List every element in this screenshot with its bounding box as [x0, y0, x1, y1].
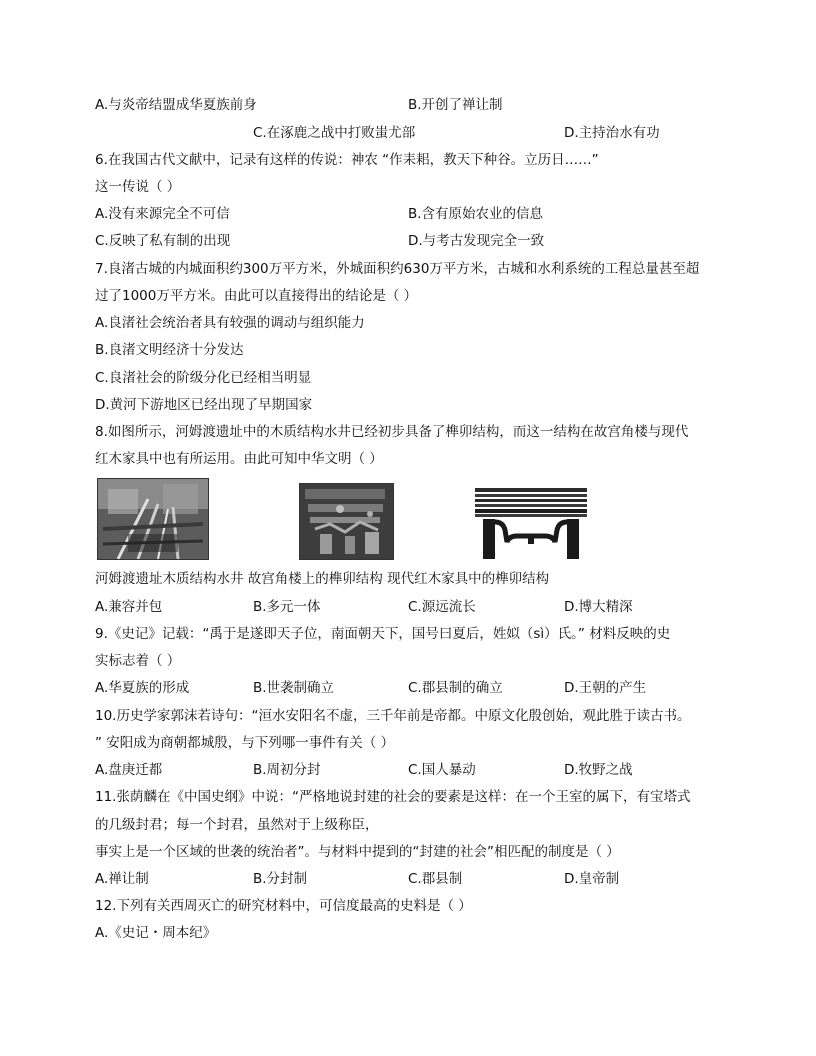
q6-option-d: D.与考古发现完全一致: [408, 233, 545, 249]
q11-stem-line3: 事实上是一个区域的世袭的统治者”。与材料中提到的“封建的社会”相匹配的制度是（ ）: [95, 844, 620, 860]
q10-stem-line2: ” 安阳成为商朝都城殷，与下列哪一事件有关（ ）: [95, 735, 395, 751]
q6-option-b: B.含有原始农业的信息: [408, 206, 544, 222]
q6-option-c: C.反映了私有制的出现: [95, 233, 231, 249]
q11-option-c: C.郡县制: [408, 871, 463, 887]
q12-stem-line1: 12.下列有关西周灭亡的研究材料中，可信度最高的史料是（ ）: [95, 898, 472, 914]
q6-option-a: A.没有来源完全不可信: [95, 206, 230, 222]
q10-option-c: C.国人暴动: [408, 762, 476, 778]
q9-option-c: C.郡县制的确立: [408, 680, 503, 696]
q7-stem-line1: 7.良渚古城的内城面积约300万平方米，外城面积约630万平方米，古城和水利系统的工程总量甚至超: [95, 261, 700, 277]
q7-option-d: D.黄河下游地区已经出现了早期国家: [95, 397, 313, 413]
q7-option-b: B.良渚文明经济十分发达: [95, 342, 244, 358]
q9-option-b: B.世袭制确立: [253, 680, 335, 696]
q11-stem-line2: 的几级封君；每一个封君，虽然对于上级称臣，: [95, 817, 379, 833]
q8-option-c: C.源远流长: [408, 599, 476, 615]
well-photo: [97, 478, 209, 560]
corner-tower-photo: [299, 483, 394, 560]
q6-stem-line2: 这一传说（ ）: [95, 179, 181, 195]
q7-option-c: C.良渚社会的阶级分化已经相当明显: [95, 370, 312, 386]
q8-stem-line2: 红木家具中也有所运用。由此可知中华文明（ ）: [95, 451, 383, 467]
q5-option-a: A.与炎帝结盟成华夏族前身: [95, 97, 257, 113]
q7-option-a: A.良渚社会统治者具有较强的调动与组织能力: [95, 315, 365, 331]
q12-option-a: A.《史记・周本纪》: [95, 925, 217, 941]
q10-option-a: A.盘庚迁都: [95, 762, 163, 778]
q9-option-d: D.王朝的产生: [564, 680, 647, 696]
q11-option-b: B.分封制: [253, 871, 308, 887]
q10-option-d: D.牧野之战: [564, 762, 633, 778]
q11-stem-line1: 11.张荫麟在《中国史纲》中说：“严格地说封建的社会的要素是这样：在一个王室的属下，有宝塔式: [95, 789, 691, 805]
q5-option-c: C.在涿鹿之战中打败蚩尤部: [253, 125, 416, 141]
q9-stem-line2: 实标志着（ ）: [95, 653, 181, 669]
q7-stem-line2: 过了1000万平方米。由此可以直接得出的结论是（ ）: [95, 288, 418, 304]
q9-option-a: A.华夏族的形成: [95, 680, 190, 696]
q10-stem-line1: 10.历史学家郭沫若诗句：“洹水安阳名不虚，三千年前是帝都。中原文化殷创始，观此胜于读古书。: [95, 708, 691, 724]
q9-stem-line1: 9.《史记》记载：“禹于是遂即天子位，南面朝天下，国号曰夏后，姓姒（sì）氏。” 材料反映的史: [95, 626, 671, 642]
q11-option-a: A.禅让制: [95, 871, 149, 887]
q8-option-a: A.兼容并包: [95, 599, 163, 615]
q6-stem-line1: 6.在我国古代文献中，记录有这样的传说：神农 “作耒耜，教天下种谷。立历日……”: [95, 152, 599, 168]
q5-option-b: B.开创了禅让制: [408, 97, 503, 113]
q8-option-b: B.多元一体: [253, 599, 321, 615]
q8-stem-line1: 8.如图所示，河姆渡遗址中的木质结构水井已经初步具备了榫卯结构，而这一结构在故宫角楼与现代: [95, 424, 689, 440]
q5-option-d: D.主持治水有功: [564, 125, 660, 141]
q10-option-b: B.周初分封: [253, 762, 321, 778]
q8-image-caption: 河姆渡遗址木质结构水井 故宫角楼上的榫卯结构 现代红木家具中的榫卯结构: [95, 571, 550, 587]
furniture-photo: [473, 484, 589, 560]
q11-option-d: D.皇帝制: [564, 871, 620, 887]
q8-option-d: D.博大精深: [564, 599, 633, 615]
